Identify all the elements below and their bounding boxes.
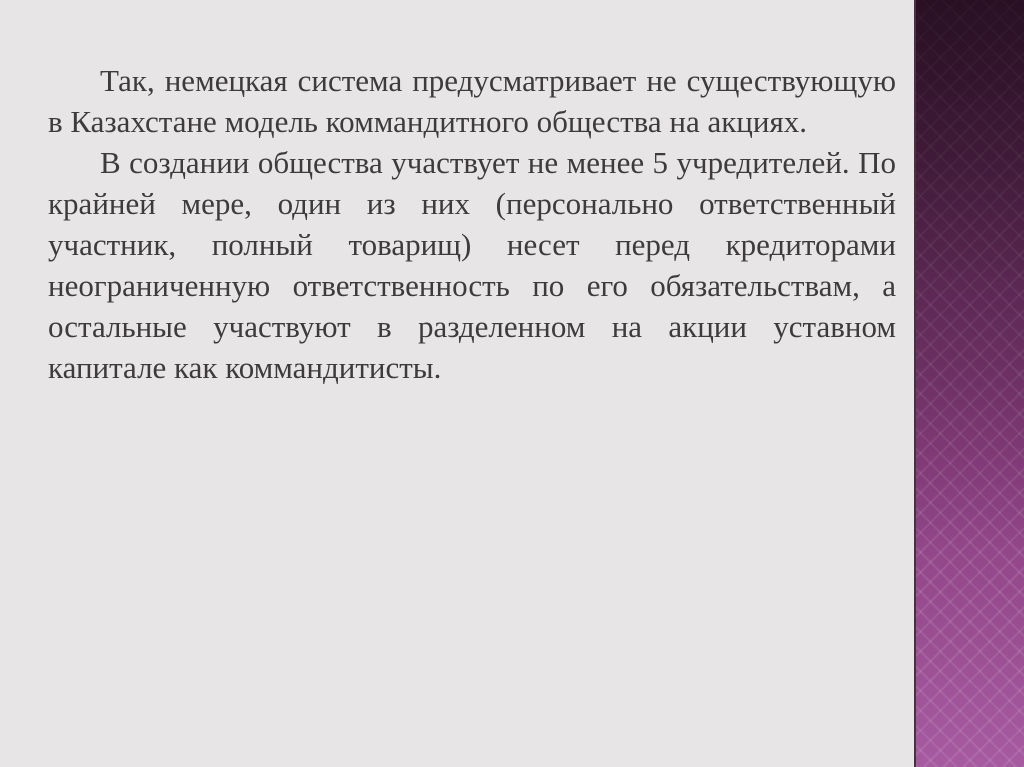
body-paragraph-1: Так, немецкая система предусматривает не существующую в Казахстане модель коммандитного общества на акциях.: [48, 63, 896, 139]
body-paragraph-2: В создании общества участвует не менее 5 учредителей. По крайней мере, один из них (персонально ответственный участник, полный товарищ) несет перед кредиторами неограниченную ответственность по его обязательствам, а остальные участвуют в разделенном на акции уставном капитале как коммандитисты.: [48, 145, 896, 385]
decorative-side-band: [916, 0, 1024, 767]
slide-text-body: [48, 60, 896, 388]
